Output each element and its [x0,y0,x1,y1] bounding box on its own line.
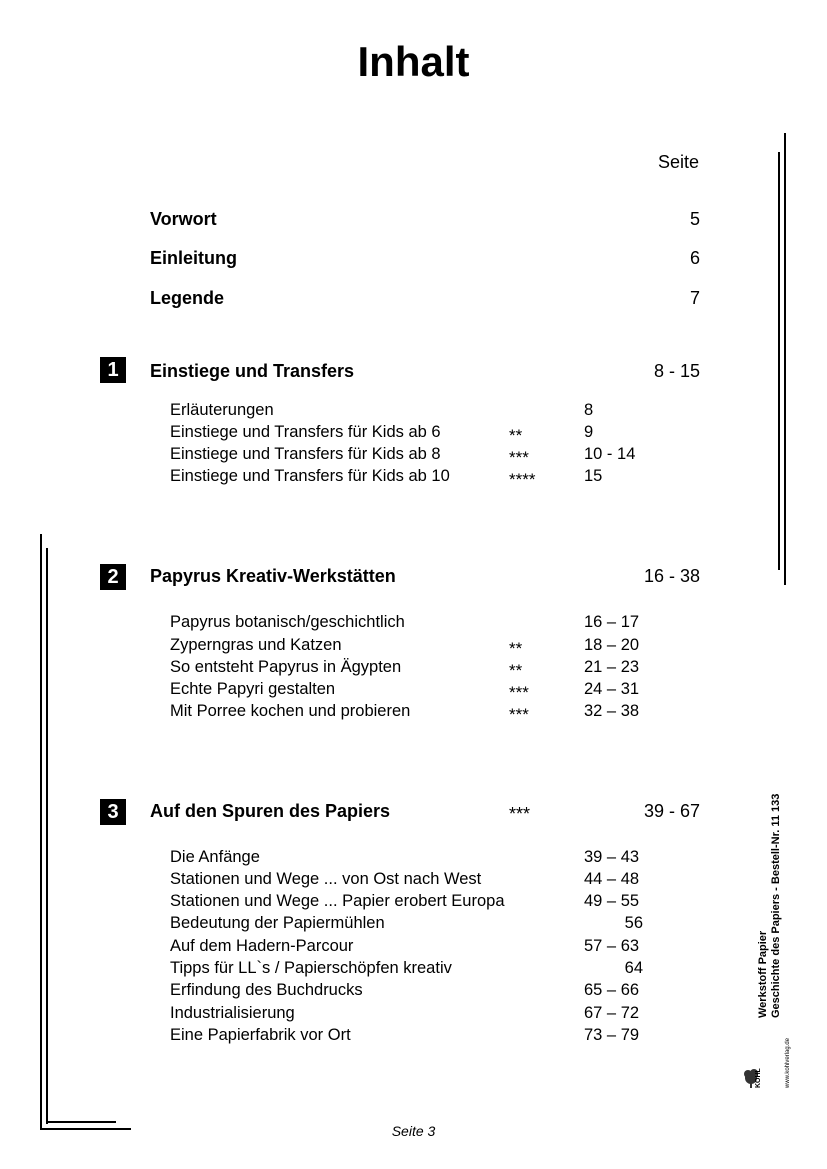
toc-subitem: Mit Porree kochen und probieren [170,702,411,720]
section-number-badge: 1 [100,357,126,383]
toc-subitem-page: 57 – 63 [584,937,640,955]
toc-subitem: Stationen und Wege ... Papier erobert Europa [170,892,505,910]
toc-subitem-page: 73 – 79 [584,1026,640,1044]
page-footer: Seite 3 [391,1123,436,1139]
toc-subitem: Bedeutung der Papiermühlen [170,914,385,932]
toc-subitem-page: 67 – 72 [584,1004,640,1022]
frame-line-left-inner [46,548,48,1124]
toc-item-einleitung: Einleitung [150,248,237,268]
toc-subitem-page: 16 – 17 [584,613,640,631]
toc-subitem: Auf dem Hadern-Parcour [170,937,354,955]
toc-item-legende: Legende [150,288,225,308]
toc-subitem: Zyperngras und Katzen [170,636,342,654]
toc-subitem: Einstiege und Transfers für Kids ab 8 [170,445,441,463]
difficulty-stars: *** [509,448,529,467]
frame-line-right-inner [778,152,780,570]
toc-subitem: Stationen und Wege ... von Ost nach West [170,870,482,888]
section-title: Auf den Spuren des Papiers [150,801,391,821]
toc-subitem: Einstiege und Transfers für Kids ab 10 [170,467,450,485]
toc-subitem: Einstiege und Transfers für Kids ab 6 [170,423,441,441]
toc-subitem-page: 49 – 55 [584,892,640,910]
toc-page: 5 [689,209,700,229]
toc-page: 6 [689,248,700,268]
toc-subitem-page: 39 – 43 [584,848,640,866]
toc-subitem: Papyrus botanisch/geschichtlich [170,613,405,631]
section-page-range: 39 - 67 [643,801,700,821]
section-number-badge: 3 [100,799,126,825]
section-number-badge: 2 [100,564,126,590]
toc-subitem-page: 64 [624,959,643,977]
toc-subitem-page: 8 [584,401,594,419]
toc-subitem: Industrialisierung [170,1004,295,1022]
publisher-url: www.kohlverlag.de [785,1037,791,1088]
toc-subitem-page: 65 – 66 [584,981,640,999]
publisher-brand: KOHL [755,1068,762,1088]
difficulty-stars: ** [509,639,523,658]
toc-subitem-page: 9 [584,423,594,441]
difficulty-stars: **** [509,470,536,489]
toc-subitem: Tipps für LL`s / Papierschöpfen kreativ [170,959,452,977]
side-product-text [757,794,783,1018]
page-column-header: Seite [657,152,699,172]
toc-subitem-page: 15 [584,467,603,485]
section-page-range: 16 - 38 [643,566,700,586]
tree-icon [741,1030,786,1090]
difficulty-stars: ** [509,661,523,680]
toc-subitem-page: 56 [624,914,643,932]
toc-subitem: So entsteht Papyrus in Ägypten [170,658,402,676]
toc-item-vorwort: Vorwort [150,209,217,229]
section-title: Einstiege und Transfers [150,361,355,381]
section-page-range: 8 - 15 [653,361,700,381]
difficulty-stars: *** [509,804,531,824]
section-title: Papyrus Kreativ-Werkstätten [150,566,396,586]
toc-page: 7 [689,288,700,308]
toc-subitem-page: 44 – 48 [584,870,640,888]
toc-subitem-page: 10 - 14 [584,445,636,463]
difficulty-stars: *** [509,705,529,724]
toc-subitem: Erläuterungen [170,401,274,419]
publisher-logo [741,1030,791,1090]
toc-subitem: Echte Papyri gestalten [170,680,336,698]
toc-subitem: Die Anfänge [170,848,260,866]
side-product-line1: Werkstoff Papier [757,930,769,1018]
toc-subitem-page: 18 – 20 [584,636,640,654]
side-product-line2: Geschichte des Papiers - Bestell-Nr. 11 133 [770,793,782,1018]
toc-subitem: Eine Papierfabrik vor Ort [170,1026,351,1044]
difficulty-stars: *** [509,683,529,702]
toc-subitem-page: 32 – 38 [584,702,640,720]
toc-subitem-page: 24 – 31 [584,680,640,698]
toc-subitem-page: 21 – 23 [584,658,640,676]
frame-line-right-outer [784,133,786,585]
page-title: Inhalt [357,38,470,85]
toc-subitem: Erfindung des Buchdrucks [170,981,363,999]
frame-line-left-outer [40,534,42,1130]
difficulty-stars: ** [509,426,523,445]
